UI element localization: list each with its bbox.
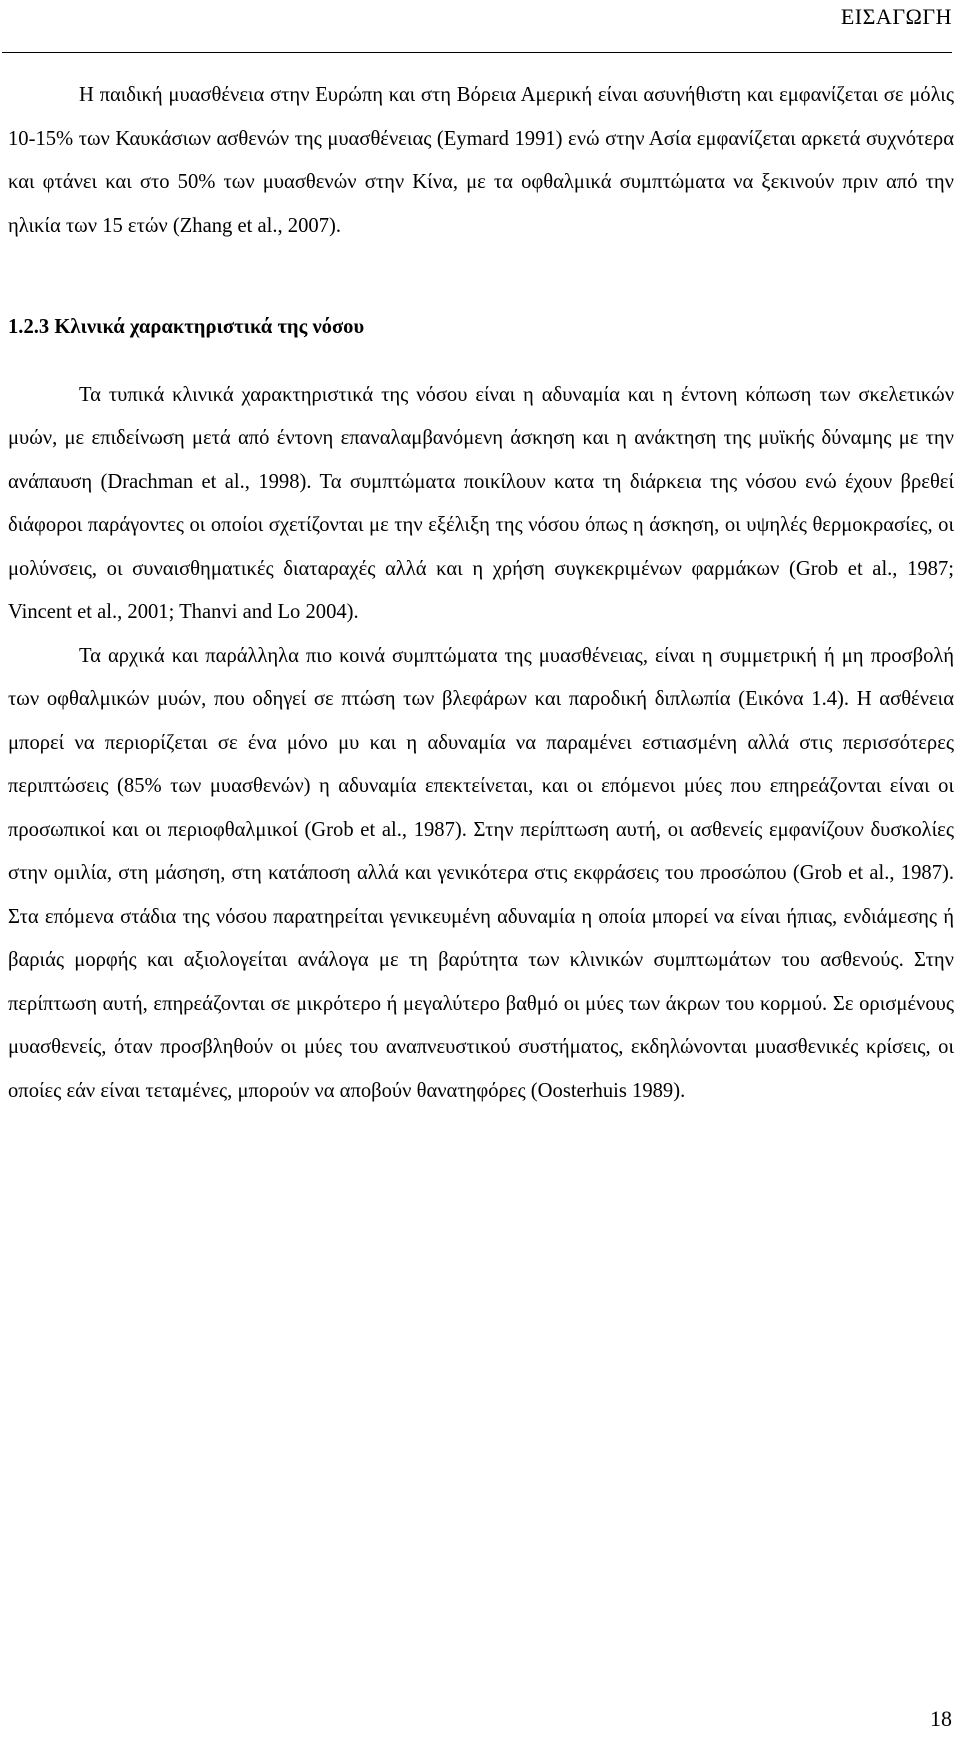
body-paragraph: Τα τυπικά κλινικά χαρακτηριστικά της νόσου είναι η αδυναμία και η έντονη κόπωση των σκελετικών μυών, με επιδείνωση μετά από έντονη επαναλαμβανόμενη άσκηση και η ανάκτηση της μυϊκής δύναμης με την ανάπαυση (Drachman et al., 1998). Τα συμπτώματα ποικίλουν κατα τη διάρκεια της νόσου ενώ έχουν βρεθεί διάφοροι παράγοντες οι οποίοι σχετίζονται με την εξέλιξη της νόσου όπως η άσκηση, οι υψηλές θερμοκρασίες, οι μολύνσεις, οι συναισθηματικές διαταραχές αλλά και η χρήση συγκεκριμένων φαρμάκων (Grob et al., 1987; Vincent et al., 2001; Thanvi and Lo 2004). [8,383,954,623]
page-number: 18 [930,1706,952,1731]
section-heading: 1.2.3 Κλινικά χαρακτηριστικά της νόσου [8,316,365,338]
page-header [2,0,952,53]
intro-paragraph: Η παιδική μυασθένεια στην Ευρώπη και στη Βόρεια Αμερική είναι ασυνήθιστη και εμφανίζεται σε μόλις 10-15% των Καυκάσιων ασθενών της μυασθένειας (Eymard 1991) ενώ στην Ασία εμφανίζεται αρκετά συχνότερα και φτάνει και στο 50% των μυασθενών στην Κίνα, με τα οφθαλμικά συμπτώματα να ξεκινούν πριν από την ηλικία των 15 ετών (Zhang et al., 2007). [8,84,954,237]
document-body [8,74,954,1113]
body-paragraph: Τα αρχικά και παράλληλα πιο κοινά συμπτώματα της μυασθένειας, είναι η συμμετρική ή μη προσβολή των οφθαλμικών μυών, που οδηγεί σε πτώση των βλεφάρων και παροδική διπλωπία (Εικόνα 1.4). Η ασθένεια μπορεί να περιορίζεται σε ένα μόνο μυ και η αδυναμία να παραμένει εστιασμένη αλλά στις περισσότερες περιπτώσεις (85% των μυασθενών) η αδυναμία επεκτείνεται, και οι επόμενοι μύες που επηρεάζονται είναι οι προσωπικοί και οι περιοφθαλμικοί (Grob et al., 1987). Στην περίπτωση αυτή, οι ασθενείς εμφανίζουν δυσκολίες στην ομιλία, στη μάσηση, στη κατάποση αλλά και γενικότερα στις εκφράσεις του προσώπου (Grob et al., 1987). Στα επόμενα στάδια της νόσου παρατηρείται γενικευμένη αδυναμία η οποία μπορεί να είναι ήπιας, ενδιάμεσης ή βαριάς μορφής και αξιολογείται ανάλογα με τη βαρύτητα των κλινικών συμπτωμάτων του ασθενούς. Στην περίπτωση αυτή, επηρεάζονται σε μικρότερο ή μεγαλύτερο βαθμό οι μύες των άκρων του κορμού. Σε ορισμένους μυασθενείς, όταν προσβληθούν οι μύες του αναπνευστικού συστήματος, εκδηλώνονται μυασθενικές κρίσεις, οι οποίες εάν είναι τεταμένες, μπορούν να αποβούν θανατηφόρες (Oosterhuis 1989). [8,644,954,1102]
running-header-title: ΕΙΣΑΓΩΓΗ [840,4,952,29]
